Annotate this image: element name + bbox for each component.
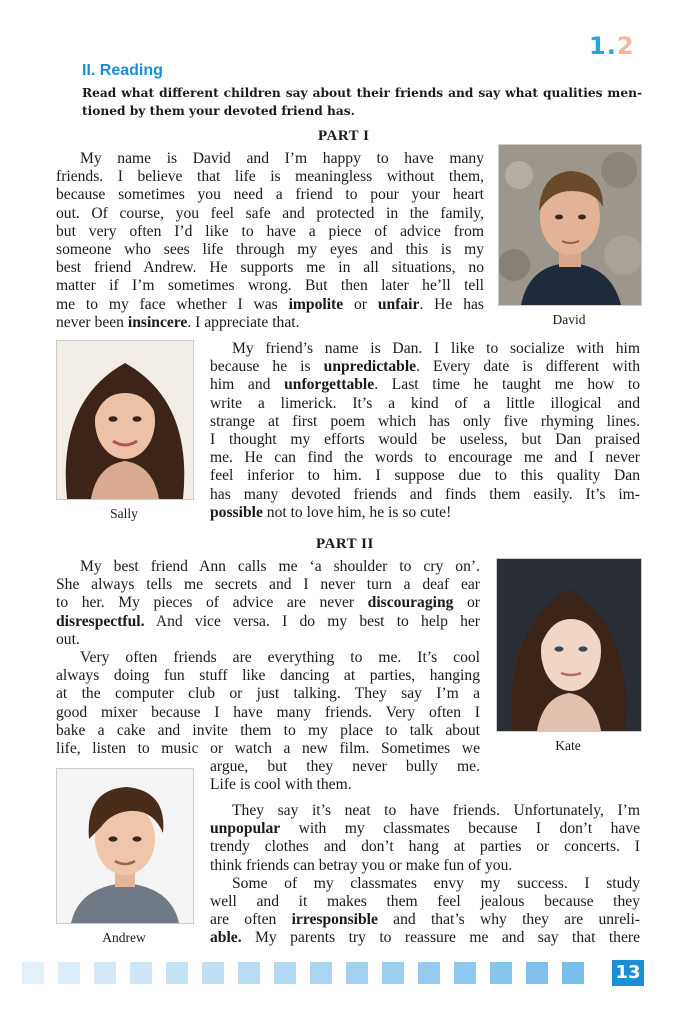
kate-line: She always tells me secrets and I never turn a deaf ear (56, 576, 480, 594)
kate-photo (496, 558, 642, 732)
kate-line: My best friend Ann calls me ‘a shoulder to cry on’. (80, 558, 480, 575)
sally-portrait-image (57, 341, 193, 499)
footer-square (130, 962, 152, 984)
david-line (56, 314, 484, 332)
footer-square (22, 962, 44, 984)
andrew-line (210, 911, 640, 929)
text-run: . I appreciate that. (187, 313, 300, 331)
highlight-word: unpopular (210, 820, 281, 838)
kate-line: out. (56, 630, 80, 648)
text-run: never been (56, 313, 128, 331)
andrew-line: well and it makes them feel jealous because they (210, 892, 640, 910)
kate-line: bake a cake and invite them to my place to talk about (56, 721, 480, 739)
page-number: 13 (612, 960, 644, 986)
sally-line: has many devoted friends and finds them easily. It’s im- (210, 485, 640, 503)
text-run: because he is (210, 358, 324, 376)
highlight-word: irresponsible (291, 911, 378, 929)
david-line: someone who sees life through my eyes and this is my (56, 240, 484, 258)
kate-line: at the computer club or just talking. They say I’m a (56, 685, 480, 703)
footer-decorative-strip (22, 962, 602, 988)
kate-line: life, listen to music or watch a new film. Sometimes we (56, 739, 480, 757)
sally-caption: Sally (110, 506, 138, 521)
sally-line (210, 504, 640, 522)
andrew-line: trendy clothes and don’t hang at parties or concerts. I (210, 838, 640, 856)
highlight-word: unforgettable (284, 376, 375, 394)
kate-caption: Kate (555, 738, 581, 753)
andrew-line: They say it’s neat to have friends. Unfortunately, I’m (232, 802, 640, 819)
sally-line: feel inferior to him. I suppose due to this quality Dan (210, 467, 640, 485)
highlight-word: possible (210, 503, 263, 521)
text-run: or (453, 594, 481, 612)
kate-line: Very often friends are everything to me. It’s cool (80, 648, 480, 666)
text-run: . Last time he taught me how to (374, 376, 640, 394)
david-line: matter if I’m sometimes wrong. But then later he’ll tell (56, 277, 484, 295)
david-portrait-image (499, 145, 641, 305)
david-line: friends. I believe that life is meaningless without them, (56, 168, 484, 186)
footer-square (418, 962, 440, 984)
instruction-line-1: Read what different children say about their friends and say what qualities men- (82, 86, 642, 100)
david-photo (498, 144, 642, 306)
text-run: . He has (419, 295, 484, 313)
sally-paragraph (210, 340, 640, 522)
kate-line: good mixer because I have many friends. Very often I (56, 703, 480, 721)
highlight-word: impolite (288, 295, 344, 313)
footer-square (454, 962, 476, 984)
footer-square (526, 962, 548, 984)
text-run: and that’s why they are unreli- (377, 911, 641, 929)
david-line: because sometimes you need a friend to pour your heart (56, 186, 484, 204)
part-1-heading: PART I (318, 128, 370, 144)
andrew-portrait-image (57, 769, 193, 923)
kate-paragraph (56, 558, 480, 758)
unit-sub-number: 2 (616, 32, 635, 60)
sally-line: I thought my efforts would be useless, but Dan praised (210, 430, 640, 448)
sally-line: write a limerick. It’s a kind of a little illogical and (210, 394, 640, 412)
section-title: II. Reading (82, 62, 163, 79)
highlight-word: unpredictable (323, 358, 417, 376)
footer-square (238, 962, 260, 984)
sally-line: me. He can find the words to encourage me and I never (210, 449, 640, 467)
text-run: him and (210, 376, 285, 394)
instruction-line-2: tioned by them your devoted friend has. (82, 104, 355, 118)
unit-number: 1 (589, 32, 607, 60)
andrew-photo (56, 768, 194, 924)
david-caption: David (552, 312, 586, 327)
sally-line: strange at first poem which has only five rhyming lines. (210, 412, 640, 430)
andrew-line (210, 820, 640, 838)
david-paragraph (56, 150, 484, 332)
sally-line (210, 376, 640, 394)
andrew-paragraph (210, 802, 640, 948)
part-2-heading: PART II (316, 536, 374, 552)
david-line: out. Of course, you feel safe and protected in the family, (56, 204, 484, 222)
kate-line: always doing fun stuff like dancing at parties, hanging (56, 667, 480, 685)
highlight-word: able. (210, 929, 242, 947)
sally-line: My friend’s name is Dan. I like to socialize with him (232, 340, 640, 357)
footer-square (202, 962, 224, 984)
text-run: not to love him, he is so cute! (262, 503, 452, 521)
sally-line (210, 358, 640, 376)
kate-line (56, 594, 480, 612)
andrew-caption: Andrew (102, 930, 146, 945)
kate-line: argue, but they never bully me. (210, 758, 480, 775)
unit-separator: . (606, 32, 617, 60)
footer-square (490, 962, 512, 984)
footer-square (58, 962, 80, 984)
text-run: or (343, 295, 378, 313)
andrew-line: think friends can betray you or make fun of you. (210, 856, 513, 874)
kate-portrait-image (497, 559, 641, 731)
andrew-line: Some of my classmates envy my success. I study (232, 874, 640, 892)
text-run: My parents try to reassure me and say that there (241, 929, 640, 947)
text-run: me to my face whether I was (56, 295, 289, 313)
footer-square (310, 962, 332, 984)
highlight-word: discouraging (367, 594, 454, 612)
david-line: best friend Andrew. He supports me in all situations, no (56, 259, 484, 277)
text-run: And vice versa. I do my best to help her (144, 612, 480, 630)
footer-square (382, 962, 404, 984)
david-line: but very often I’d like to have a piece of advice from (56, 222, 484, 240)
kate-line (56, 613, 480, 631)
sally-photo (56, 340, 194, 500)
text-run: with my classmates because I don’t have (280, 820, 640, 838)
footer-square (274, 962, 296, 984)
footer-square (94, 962, 116, 984)
highlight-word: insincere (127, 313, 188, 331)
text-run: . Every date is different with (416, 358, 640, 376)
highlight-word: unfair (377, 295, 420, 313)
footer-square (562, 962, 584, 984)
footer-square (166, 962, 188, 984)
unit-marker (589, 32, 635, 60)
david-line (56, 296, 484, 314)
text-run: to her. My pieces of advice are never (56, 594, 368, 612)
david-line: My name is David and I’m happy to have many (80, 150, 484, 167)
andrew-line (210, 929, 640, 947)
highlight-word: disrespectful. (56, 612, 145, 630)
kate-paragraph-end (210, 758, 480, 794)
text-run: are often (210, 911, 292, 929)
footer-square (346, 962, 368, 984)
kate-line: Life is cool with them. (210, 776, 352, 794)
